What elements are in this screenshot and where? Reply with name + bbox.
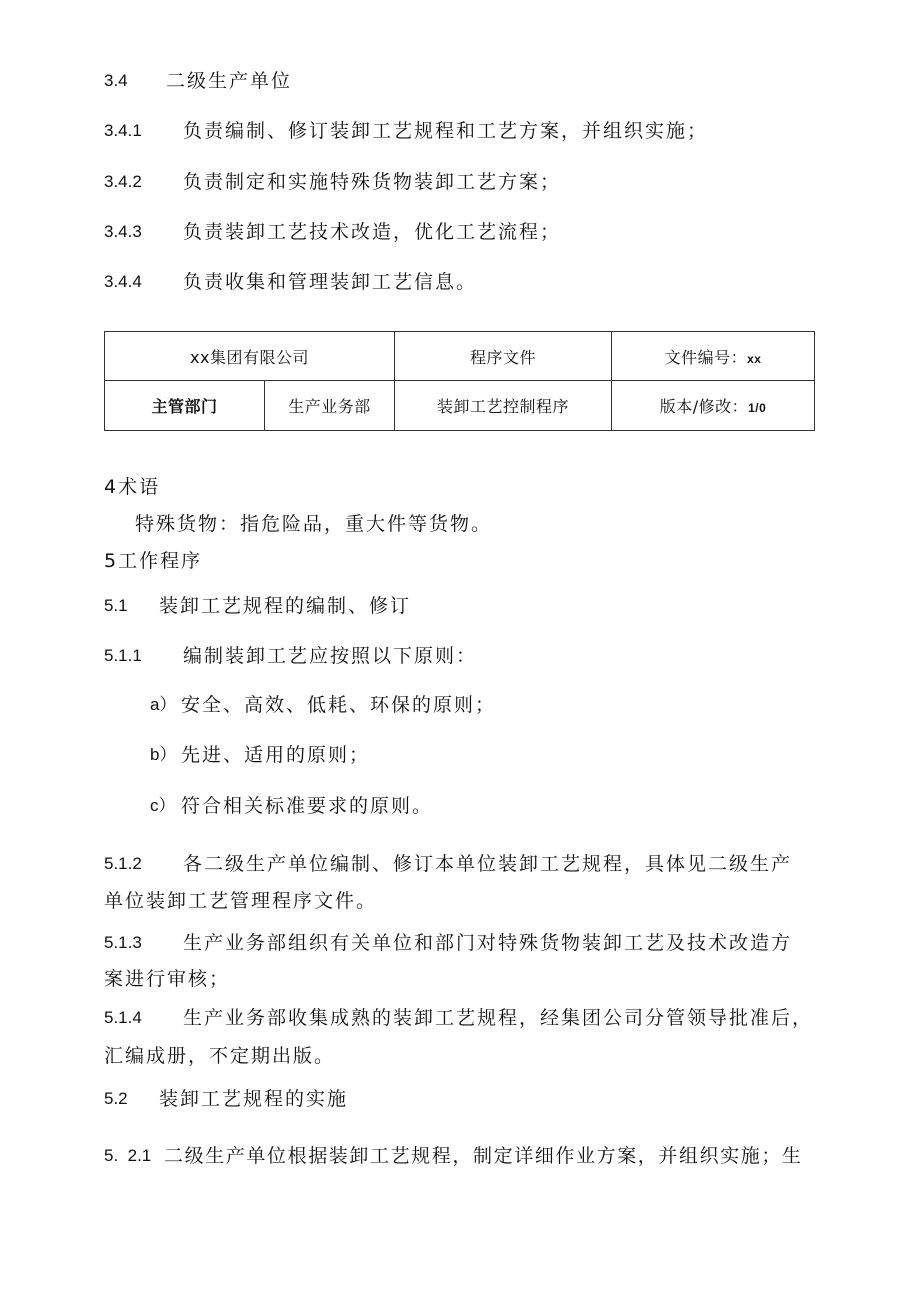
item-text: 负责装卸工艺技术改造，优化工艺流程； xyxy=(183,221,562,243)
section-title: 装卸工艺规程的实施 xyxy=(159,1088,349,1110)
item-number: 3.4.1 xyxy=(104,121,142,140)
item-text: 负责收集和管理装卸工艺信息。 xyxy=(183,271,478,293)
item-number: 3.4.2 xyxy=(104,172,142,191)
section-number: 5.1 xyxy=(104,596,128,615)
doc-number-label: 文件编号： xyxy=(664,347,748,367)
list-marker: a） xyxy=(150,695,177,714)
company-name: xx集团有限公司 xyxy=(190,347,309,367)
item-text-continued: 单位装卸工艺管理程序文件。 xyxy=(104,890,378,912)
principle-text: 符合相关标准要求的原则。 xyxy=(181,795,434,817)
principle-text: 安全、高效、低耗、环保的原则； xyxy=(181,694,497,716)
section-number: 5.2 xyxy=(104,1089,128,1108)
section-title: 装卸工艺规程的编制、修订 xyxy=(159,595,412,617)
item-text: 生产业务部收集成熟的装卸工艺规程，经集团公司分管领导批准后， xyxy=(183,1007,814,1029)
dept-value: 生产业务部 xyxy=(288,397,371,416)
item-text: 编制装卸工艺应按照以下原则： xyxy=(183,645,478,667)
dept-label-cell xyxy=(105,381,265,431)
item-text: 负责制定和实施特殊货物装卸工艺方案； xyxy=(183,171,562,193)
dept-value-cell xyxy=(265,381,395,431)
section-title: 二级生产单位 xyxy=(166,70,293,92)
procedure-name: 装卸工艺控制程序 xyxy=(437,397,570,416)
procedure-name-cell xyxy=(395,381,612,431)
item-number: 5.1.2 xyxy=(104,854,142,873)
item-number: 3.4.4 xyxy=(104,272,142,291)
item-number: 5.1.1 xyxy=(104,646,142,665)
item-text: 负责编制、修订装卸工艺规程和工艺方案，并组织实施； xyxy=(183,120,709,142)
company-name-cell xyxy=(105,332,395,381)
item-text-continued: 汇编成册，不定期出版。 xyxy=(104,1045,336,1067)
document-header-table xyxy=(104,331,815,431)
version-value: 1/0 xyxy=(748,401,767,415)
item-number: 5.1.3 xyxy=(104,933,142,952)
definition-text: 特殊货物：指危险品，重大件等货物。 xyxy=(135,513,493,535)
list-marker: c） xyxy=(150,796,176,815)
principle-text: 先进、适用的原则； xyxy=(181,744,371,766)
list-marker: b） xyxy=(150,745,177,764)
item-number: 5.1.4 xyxy=(104,1008,142,1027)
item-text: 二级生产单位根据装卸工艺规程，制定详细作业方案，并组织实施；生 xyxy=(164,1145,803,1167)
item-text: 生产业务部组织有关单位和部门对特殊货物装卸工艺及技术改造方 xyxy=(183,932,793,954)
section-title: 5工作程序 xyxy=(104,550,203,572)
section-number: 3.4 xyxy=(104,71,128,90)
version-cell xyxy=(612,381,815,431)
section-title: 4术语 xyxy=(104,476,161,498)
item-number: 5. 2.1 xyxy=(104,1146,152,1165)
item-text: 各二级生产单位编制、修订本单位装卸工艺规程，具体见二级生产 xyxy=(183,853,793,875)
doc-type: 程序文件 xyxy=(470,347,537,367)
item-text-continued: 案进行审核； xyxy=(104,968,231,990)
item-number: 3.4.3 xyxy=(104,222,142,241)
version-label: 版本/修改： xyxy=(659,397,749,416)
doc-number-cell xyxy=(612,332,815,381)
doc-number-value: xx xyxy=(747,351,762,366)
dept-label: 主管部门 xyxy=(151,397,218,416)
doc-type-cell xyxy=(395,332,612,381)
